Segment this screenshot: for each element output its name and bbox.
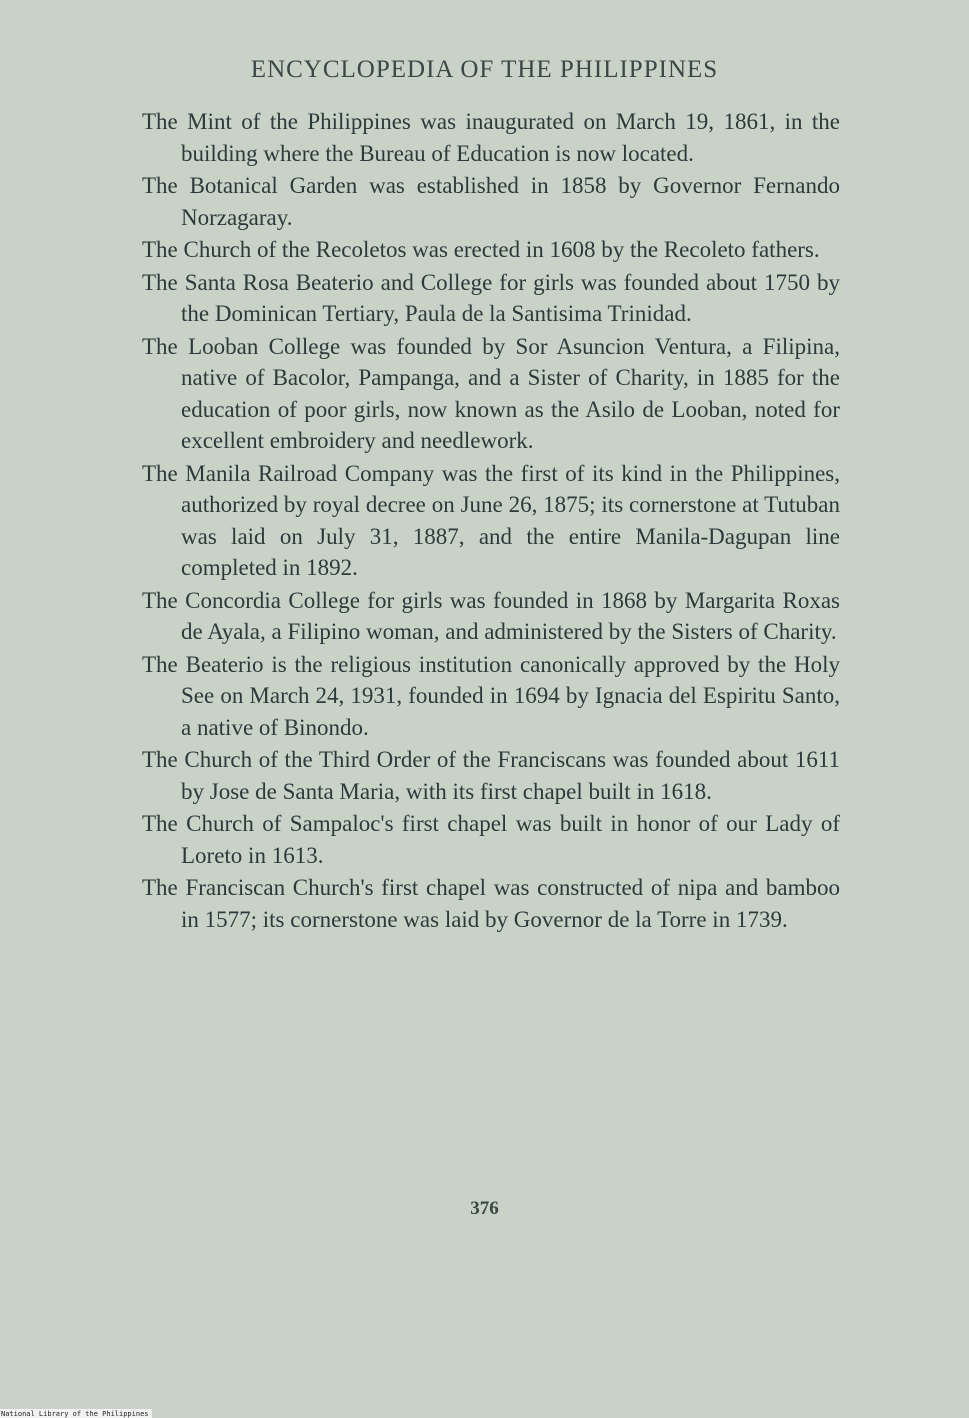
list-item: The Mint of the Philippines was inaugurated on March 19, 1861, in the building where the Bureau of Education is now located. [142, 109, 840, 166]
list-item: The Church of the Third Order of the Franciscans was founded about 1611 by Jose de Santa Maria, with its first chapel built in 1618. [142, 747, 840, 804]
library-credit: National Library of the Philippines [0, 1409, 152, 1418]
list-item: The Botanical Garden was established in 1858 by Governor Fernando Norzagaray. [142, 173, 840, 230]
list-item: The Beaterio is the religious institution canonically approved by the Holy See on March 24, 1931, founded in 1694 by Ignacia del Espiritu Santo, a native of Binondo. [142, 651, 840, 740]
list-item: The Manila Railroad Company was the first of its kind in the Philippines, authorized by royal decree on June 26, 1875; its cornerstone at Tutuban was laid on July 31, 1887, and the entire Manila-Dagupan line completed in 1892. [142, 460, 840, 580]
page-number: 376 [470, 1198, 499, 1219]
entry-list [142, 106, 840, 936]
list-item: The Santa Rosa Beaterio and College for girls was founded about 1750 by the Dominican Tertiary, Paula de la Santisima Trinidad. [142, 269, 840, 326]
list-item: The Looban College was founded by Sor Asuncion Ventura, a Filipina, native of Bacolor, Pampanga, and a Sister of Charity, in 1885 for the education of poor girls, now known as the Asilo de Looban, noted for excellent embroidery and needlework. [142, 333, 840, 453]
list-item: The Concordia College for girls was founded in 1868 by Margarita Roxas de Ayala, a Filipino woman, and administered by the Sisters of Charity. [142, 587, 840, 644]
list-item: The Church of the Recoletos was erected in 1608 by the Recoleto fathers. [142, 237, 820, 262]
list-item: The Franciscan Church's first chapel was constructed of nipa and bamboo in 1577; its cornerstone was laid by Governor de la Torre in 1739. [142, 875, 840, 932]
list-item: The Church of Sampaloc's first chapel was built in honor of our Lady of Loreto in 1613. [142, 811, 840, 868]
page-title: ENCYCLOPEDIA OF THE PHILIPPINES [250, 56, 719, 83]
